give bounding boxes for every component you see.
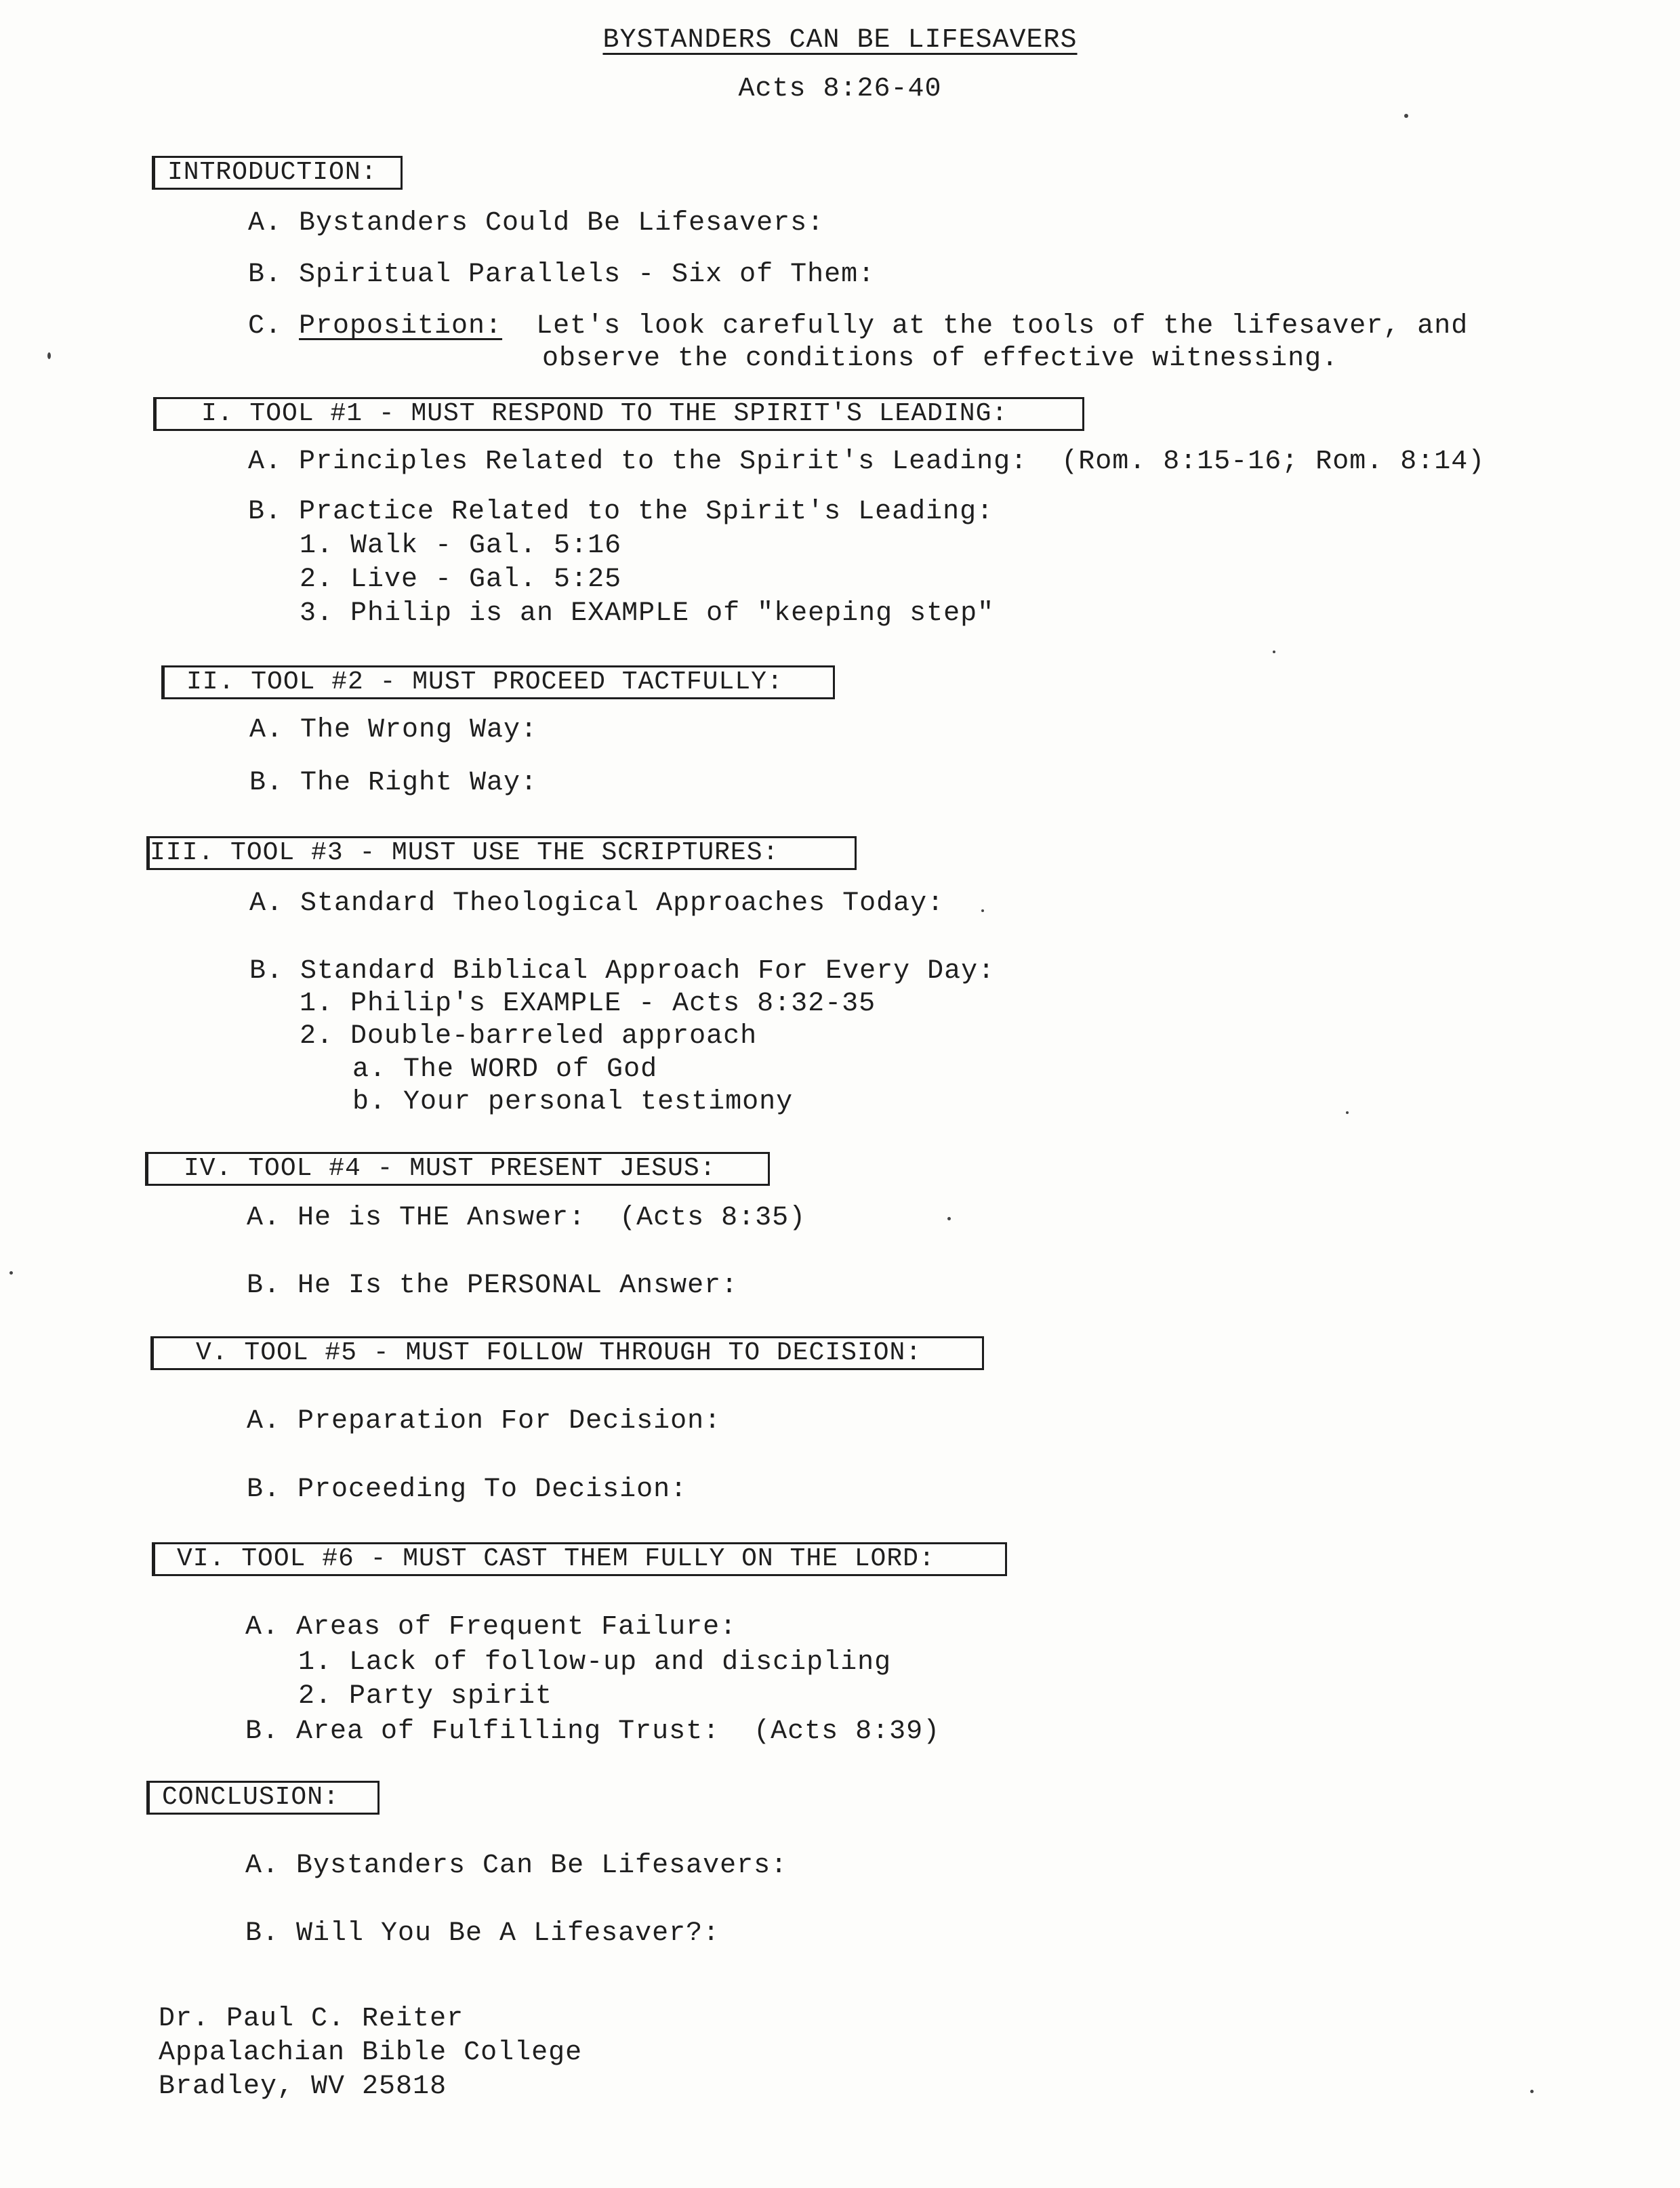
tool1-heading: I. TOOL #1 - MUST RESPOND TO THE SPIRIT'S LEADING:	[153, 397, 1084, 431]
scan-speck	[1530, 2090, 1534, 2093]
scan-speck	[981, 909, 984, 912]
scan-speck	[47, 352, 51, 359]
tool3-point-b1: 1. Philip's EXAMPLE - Acts 8:32-35	[300, 989, 876, 1019]
tool3-heading: III. TOOL #3 - MUST USE THE SCRIPTURES:	[146, 836, 857, 870]
proposition-text: Let's look carefully at the tools of the lifesaver, and	[502, 311, 1469, 342]
author-name: Dr. Paul C. Reiter	[159, 2004, 464, 2034]
proposition-text-continued: observe the conditions of effective witnessing.	[542, 344, 1339, 374]
tool4-heading: IV. TOOL #4 - MUST PRESENT JESUS:	[145, 1152, 770, 1186]
conclusion-point-b: B. Will You Be A Lifesaver?:	[245, 1918, 720, 1949]
tool6-point-b: B. Area of Fulfilling Trust: (Acts 8:39)	[245, 1716, 941, 1747]
tool1-point-b3: 3. Philip is an EXAMPLE of "keeping step"	[300, 598, 995, 629]
tool3-point-b2a: a. The WORD of God	[352, 1054, 658, 1085]
tool1-point-b2: 2. Live - Gal. 5:25	[300, 564, 622, 595]
tool2-heading: II. TOOL #2 - MUST PROCEED TACTFULLY:	[161, 665, 835, 699]
tool3-point-b2: 2. Double-barreled approach	[300, 1021, 758, 1052]
tool2-point-b: B. The Right Way:	[249, 768, 538, 798]
conclusion-heading: CONCLUSION:	[146, 1781, 380, 1815]
tool3-point-a: A. Standard Theological Approaches Today:	[249, 888, 945, 919]
scan-speck	[1346, 1111, 1349, 1114]
tool6-point-a: A. Areas of Frequent Failure:	[245, 1612, 737, 1643]
tool3-point-b2b: b. Your personal testimony	[352, 1087, 794, 1117]
author-institution: Appalachian Bible College	[159, 2038, 583, 2068]
tool4-point-a: A. He is THE Answer: (Acts 8:35)	[247, 1203, 806, 1233]
tool1-point-b1: 1. Walk - Gal. 5:16	[300, 531, 622, 561]
scan-speck	[9, 1271, 13, 1275]
proposition-term: Proposition:	[299, 311, 503, 342]
scan-speck	[1404, 114, 1408, 118]
tool3-point-b: B. Standard Biblical Approach For Every Day:	[249, 956, 996, 987]
tool6-heading: VI. TOOL #6 - MUST CAST THEM FULLY ON THE LORD:	[152, 1542, 1007, 1576]
introduction-heading: INTRODUCTION:	[152, 156, 403, 190]
intro-point-a: A. Bystanders Could Be Lifesavers:	[248, 208, 825, 239]
author-address: Bradley, WV 25818	[159, 2071, 447, 2102]
tool5-point-a: A. Preparation For Decision:	[247, 1406, 722, 1437]
tool1-point-a: A. Principles Related to the Spirit's Leading: (Rom. 8:15-16; Rom. 8:14)	[248, 447, 1486, 477]
tool6-point-a1: 1. Lack of follow-up and discipling	[298, 1647, 892, 1678]
tool1-point-b: B. Practice Related to the Spirit's Leading:	[248, 497, 994, 527]
scripture-reference: Acts 8:26-40	[738, 74, 942, 104]
intro-point-c-label: C.	[248, 311, 300, 342]
tool2-point-a: A. The Wrong Way:	[249, 715, 538, 745]
intro-point-b: B. Spiritual Parallels - Six of Them:	[248, 260, 876, 290]
scan-speck	[1273, 651, 1275, 653]
tool4-point-b: B. He Is the PERSONAL Answer:	[247, 1271, 739, 1301]
intro-point-c	[248, 310, 1468, 343]
tool5-heading: V. TOOL #5 - MUST FOLLOW THROUGH TO DECISION:	[150, 1336, 984, 1370]
conclusion-point-a: A. Bystanders Can Be Lifesavers:	[245, 1851, 788, 1881]
tool5-point-b: B. Proceeding To Decision:	[247, 1474, 688, 1505]
document-title: BYSTANDERS CAN BE LIFESAVERS	[602, 25, 1078, 56]
scan-speck	[947, 1217, 951, 1220]
tool6-point-a2: 2. Party spirit	[298, 1681, 553, 1712]
